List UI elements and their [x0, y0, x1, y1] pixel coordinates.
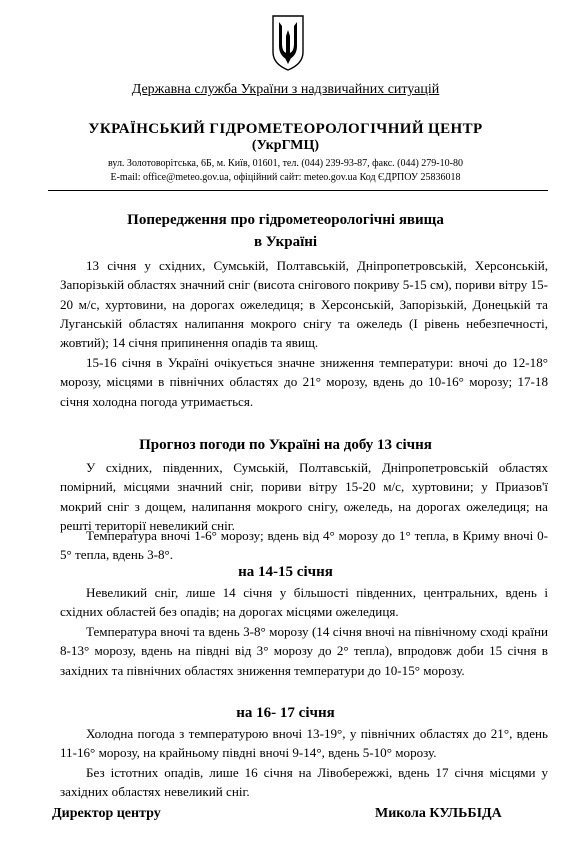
center-name: УКРАЇНСЬКИЙ ГІДРОМЕТЕОРОЛОГІЧНИЙ ЦЕНТР — [88, 121, 483, 137]
site-and-code: , офіційний сайт: meteo.gov.ua Код ЄДРПОУ 25836018 — [228, 172, 461, 183]
email-link[interactable]: office@meteo.gov.ua — [142, 172, 229, 183]
days-14-15-title: на 14-15 січня — [238, 564, 333, 580]
warning-paragraph: 13 січня у східних, Сумській, Полтавській, Дніпропетровській, Херсонській, Запорізькій областях значний сніг (висота снігового покриву 5-15 см), пориви вітру 15-20 м/с, хуртовини, на дорогах ожеледиця; в Херсонській, Запорізькій, Донецькій та Луганській областях налипання мокрого снігу та ожеледь (І рівень небезпечності, жовтий); 14 січня припинення опадів та явищ. — [60, 258, 548, 351]
days-16-17-paragraph: Без істотних опадів, лише 16 січня на Лівобережжі, вдень 17 січня місцями у західних областях невеликий сніг. — [60, 765, 548, 800]
signature-position: Директор центру — [52, 806, 161, 821]
days-16-17-title: на 16- 17 січня — [236, 705, 335, 721]
forecast-title: Прогноз погоди по Україні на добу 13 січня — [139, 437, 432, 453]
forecast-paragraph: Температура вночі 1-6° морозу; вдень від 4° морозу до 1° тепла, в Криму вночі 0-5° тепла, вдень 3-8°. — [60, 528, 548, 563]
warning-title-line1: Попередження про гідрометеорологічні явища — [127, 212, 444, 228]
trident-emblem-icon — [270, 14, 306, 72]
signature-name: Микола КУЛЬБІДА — [375, 806, 502, 821]
header-divider — [48, 190, 548, 191]
warning-title-line2: в Україні — [253, 234, 318, 250]
email-label: E-mail: — [110, 172, 143, 183]
forecast-paragraph: У східних, південних, Сумській, Полтавській, Дніпропетровській областях помірний, місцями значний сніг, пориви вітру 15-20 м/с, хуртовини; у Приазов'ї мокрий сніг з дощем, налипання мокрого снігу, ожеледь, на дорогах ожеледиця; на решті території невеликий сніг. — [60, 460, 548, 533]
agency-name: Державна служба України з надзвичайних ситуацій — [131, 82, 440, 97]
days-14-15-paragraph: Температура вночі та вдень 3-8° морозу (14 січня вночі на північному сході країни 8-13° морозу, вдень на півдні від 3° морозу до 2° тепла), впродовж доби 15 січня в західних та північних областях зниження температури до 10-15° морозу. — [60, 624, 548, 678]
center-abbreviation: (УкрГМЦ) — [251, 138, 320, 153]
address-line: вул. Золотоворітська, 6Б, м. Київ, 01601, тел. (044) 239-93-87, факс. (044) 279-10-80 — [108, 158, 463, 169]
contact-line — [0, 172, 571, 183]
days-14-15-paragraph: Невеликий сніг, лише 14 січня у більшості південних, центральних, вдень і східних областей без опадів; на дорогах місцями ожеледиця. — [60, 585, 548, 620]
warning-paragraph: 15-16 січня в Україні очікується значне зниження температури: вночі до 12-18° морозу, місцями в північних областях до 21° морозу, вдень до 10-16° морозу; 17-18 січня холодна погода утримається. — [60, 355, 548, 409]
days-16-17-paragraph: Холодна погода з температурою вночі 13-19°, у північних областях до 21°, вдень 11-16° морозу, на крайньому півдні вночі 9-14°, вдень 5-10° морозу. — [60, 726, 548, 761]
